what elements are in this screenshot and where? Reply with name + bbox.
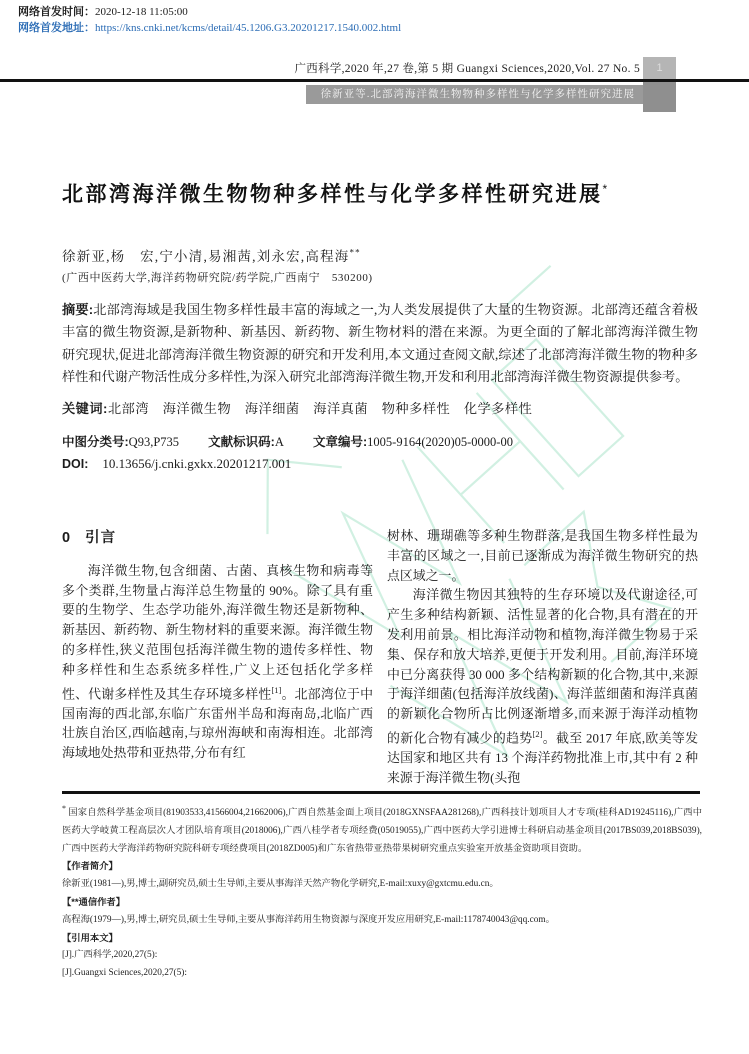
authors-line bbox=[62, 245, 361, 265]
doc-code-group bbox=[208, 435, 284, 449]
citation-ref-2: [2] bbox=[532, 728, 543, 739]
clc-group bbox=[62, 435, 179, 449]
citation-chinese: [J].广西科学,2020,27(5): bbox=[62, 950, 158, 961]
corresponding-author-header: 【**通信作者】 bbox=[62, 897, 126, 908]
doc-code-label: 文献标识码: bbox=[208, 435, 275, 449]
section-heading-introduction bbox=[62, 529, 373, 549]
online-first-url-label: 网络首发地址： bbox=[18, 22, 95, 34]
article-title bbox=[62, 178, 722, 208]
funding-note bbox=[62, 800, 702, 858]
article-title-text: 北部湾海洋微生物物种多样性与化学多样性研究进展 bbox=[62, 183, 603, 206]
citation-header: 【引用本文】 bbox=[62, 932, 118, 943]
intro-paragraph-right-2 bbox=[387, 586, 698, 788]
doi-line bbox=[62, 456, 698, 472]
body-columns bbox=[62, 527, 698, 789]
abstract-block bbox=[62, 299, 698, 389]
authors-names: 徐新亚,杨 宏,宁小清,易湘茜,刘永宏,高程海 bbox=[62, 249, 350, 264]
intro-paragraph-right-continuation: 树林、珊瑚礁等多种生物群落,是我国生物多样性最为丰富的区域之一,目前已逐渐成为海洋微生物研究的热点区域之一。 bbox=[387, 529, 698, 583]
clc-label: 中图分类号: bbox=[62, 435, 129, 449]
corresponding-author-mark: ** bbox=[349, 247, 361, 258]
intro-left-text-2: 。北部湾位于中国南海的西北部,东临广东雷州半岛和海南岛,北临广西壮族自治区,西临越南,与琼州海峡和南海相连。北部湾海域地处热带和亚热带,分布有红 bbox=[62, 686, 374, 761]
journal-issue-line: 广西科学,2020 年,27 卷,第 5 期 Guangxi Sciences,2020,Vol. 27 No. 5 bbox=[294, 63, 640, 75]
citation-english: [J].Guangxi Sciences,2020,27(5): bbox=[62, 968, 187, 979]
affiliation-line: (广西中医药大学,海洋药物研究院/药学院,广西南宁 530200) bbox=[62, 272, 373, 284]
doc-code-value: A bbox=[274, 435, 284, 449]
doi-value: 10.13656/j.cnki.gxkx.20201217.001 bbox=[102, 456, 292, 471]
keywords-line bbox=[62, 398, 698, 417]
section-number: 0 bbox=[62, 530, 72, 546]
intro-right-text-1: 海洋微生物因其独特的生存环境以及代谢途径,可产生多种结构新颖、活性显著的化合物,具有潜在的开发利用前景。相比海洋动物和植物,海洋微生物易于采集、保存和放大培养,更便于开发利用。目前,海洋环境中已分离获得 30 000 多个结构新颖的化合物,其中,来源于海洋细菌(包括海洋放线菌)、海洋蓝细菌和海洋真菌的新颖化合物所占比例逐渐增多,而来源于海洋动植物的新化合物有减少的趋势 bbox=[387, 588, 698, 746]
funding-note-mark: * bbox=[62, 804, 66, 813]
footnotes-block bbox=[62, 800, 702, 983]
online-first-time-row bbox=[18, 4, 401, 20]
left-column bbox=[62, 527, 373, 789]
article-id-group bbox=[313, 435, 513, 449]
online-first-url-link[interactable]: https://kns.cnki.net/kcms/detail/45.1206.G3.20201217.1540.002.html bbox=[95, 22, 402, 34]
online-first-info bbox=[18, 4, 401, 36]
online-first-time-value: 2020-12-18 11:05:00 bbox=[95, 6, 188, 18]
doi-label: DOI: bbox=[62, 457, 89, 471]
running-title-bar: 徐新亚等.北部湾海洋微生物物种多样性与化学多样性研究进展 bbox=[306, 85, 643, 104]
abstract-label: 摘要: bbox=[62, 302, 94, 317]
keywords-label: 关键词: bbox=[62, 401, 108, 416]
page-number: 1 bbox=[643, 57, 676, 79]
intro-paragraph-left bbox=[62, 562, 373, 764]
author-bio-header: 【作者简介】 bbox=[62, 861, 118, 872]
intro-left-text-1: 海洋微生物,包含细菌、古菌、真核生物和病毒等多个类群,生物量占海洋总生物量的 90%。除了具有重要的生物学、生态学功能外,海洋微生物还是新物种、新基因、新药物、新生物材料的重要来源。海洋微生物的多样性,狭义范围包括海洋微生物的遗传多样性、物种多样性和生态系统多样性,广义上还包括化学多样性、代谢多样性及其生存环境多样性 bbox=[62, 563, 373, 701]
citation-ref-1: [1] bbox=[271, 684, 282, 695]
online-first-url-row bbox=[18, 20, 401, 36]
header-rule bbox=[0, 79, 749, 82]
article-title-footnote-mark: * bbox=[602, 182, 610, 196]
keywords-text: 北部湾 海洋微生物 海洋细菌 海洋真菌 物种多样性 化学多样性 bbox=[107, 401, 533, 416]
footnote-separator-rule bbox=[62, 791, 700, 794]
page-number-box-lower bbox=[643, 82, 676, 112]
classification-line bbox=[62, 432, 698, 450]
abstract-text: 北部湾海域是我国生物多样性最丰富的海域之一,为人类发展提供了大量的生物资源。北部湾还蕴含着极丰富的微生物资源,是新物种、新基因、新药物、新生物材料的潜在来源。为更全面的了解北部湾海洋微生物研究现状,促进北部湾海洋微生物资源的研究和开发利用,本文通过查阅文献,综述了北部湾海洋微生物的物种多样性和代谢产物活性成分多样性,为深入研究北部湾海洋微生物,开发和利用北部湾海洋微生物资源提供参考。 bbox=[62, 302, 698, 385]
online-first-time-label: 网络首发时间： bbox=[18, 6, 95, 18]
right-column bbox=[387, 527, 698, 789]
intro-right-text-2: 。截至 2017 年底,欧美等发达国家和地区共有 13 个海洋药物批准上市,其中有 2 种来源于海洋微生物(头孢 bbox=[387, 731, 699, 785]
section-title: 引言 bbox=[85, 530, 117, 546]
funding-note-text: 国家自然科学基金项目(81903533,41566004,21662006),广西自然基金面上项目(2018GXNSFAA281268),广西科技计划项目人才专项(桂科AD19245116),广西中医药大学岐黄工程高层次人才团队培育项目(2018006),广西八桂学者专项经费(05019055),广西中医药大学引进博士科研启动基金项目(2017BS039,2018BS039),广西中医药大学海洋药物研究院科研专项经费项目(2018ZD005)和广东省热带亚热带果树研究重点实验室开放基金资助项目资助。 bbox=[62, 808, 702, 854]
clc-value: Q93,P735 bbox=[128, 435, 180, 449]
author-bio-text: 徐新亚(1981—),男,博士,副研究员,硕士生导师,主要从事海洋天然产物化学研究,E-mail:xuxy@gxtcmu.edu.cn。 bbox=[62, 879, 499, 890]
article-id-label: 文章编号: bbox=[312, 435, 368, 449]
corresponding-author-text: 高程海(1979—),男,博士,研究员,硕士生导师,主要从事海洋药用生物资源与深度开发应用研究,E-mail:1178740043@qq.com。 bbox=[62, 914, 555, 925]
article-id-value: 1005-9164(2020)05-0000-00 bbox=[367, 435, 513, 449]
